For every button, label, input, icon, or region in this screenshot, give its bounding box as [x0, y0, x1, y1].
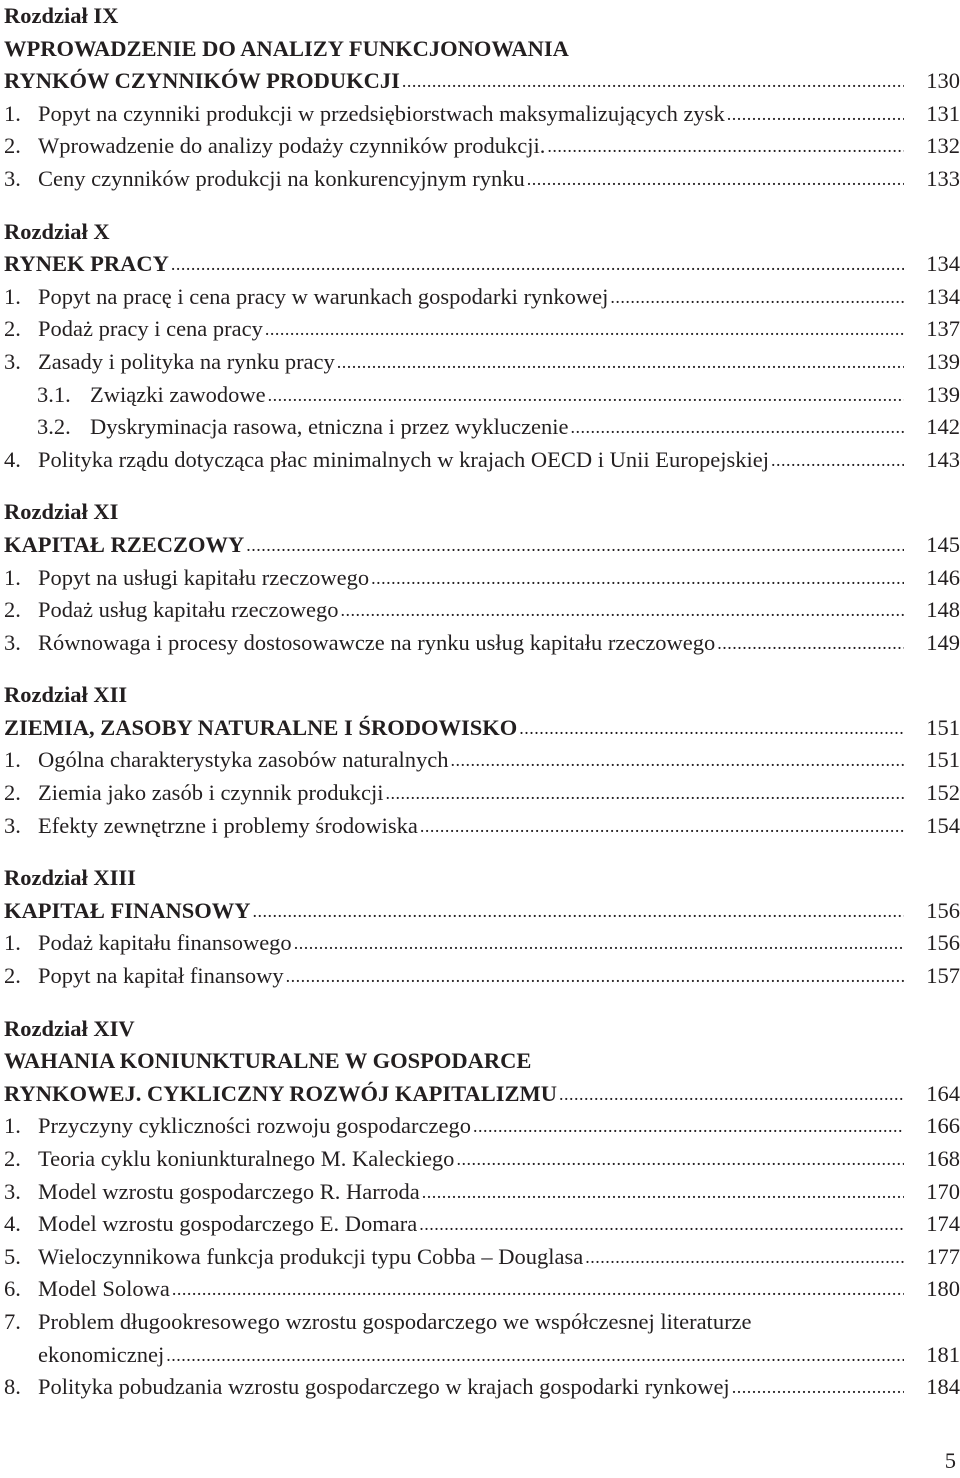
leader-dots: [369, 562, 904, 595]
entry-body: [38, 1371, 904, 1404]
toc-entry[interactable]: [4, 744, 960, 777]
entry-text: Równowaga i procesy dostosowawcze na rynku usług kapitału rzeczowego: [38, 629, 716, 655]
page-ref: 177: [926, 1243, 960, 1269]
chapter-label: [4, 0, 960, 33]
page-ref: 157: [926, 963, 960, 989]
entry-body: [38, 744, 904, 777]
page-ref: 151: [926, 714, 960, 740]
toc-entry[interactable]: [4, 927, 960, 960]
toc-entry[interactable]: [4, 98, 960, 131]
leader-dots: [545, 130, 904, 163]
entry-number: 5.: [4, 1243, 21, 1269]
entry-text: Dyskryminacja rasowa, etniczna i przez wykluczenie: [90, 414, 569, 440]
entry-number: 2.: [4, 316, 21, 342]
page-number: 5: [944, 1448, 956, 1473]
chapter-label: [4, 1013, 960, 1046]
entry-body: [38, 98, 904, 131]
page-ref: 132: [926, 133, 960, 159]
entry-number: 2.: [4, 597, 21, 623]
entry-body: [38, 1176, 904, 1209]
chapter-gap: [4, 659, 960, 679]
entry-text: Wieloczynnikowa funkcja produkcji typu Cobba – Douglasa: [38, 1243, 584, 1269]
leader-dots: [266, 379, 904, 412]
chapter-label-text: Rozdział XIII: [4, 865, 136, 891]
chapter-title-text: WAHANIA KONIUNKTURALNE W GOSPODARCE: [4, 1048, 532, 1074]
entry-body: [38, 1273, 904, 1306]
leader-dots: [292, 927, 904, 960]
toc-entry[interactable]: [4, 444, 960, 477]
entry-number: 3.: [4, 165, 21, 191]
chapter-label-text: Rozdział X: [4, 218, 110, 244]
entry-body: [38, 346, 904, 379]
chapter-label-text: Rozdział IX: [4, 3, 119, 28]
toc-entry[interactable]: [4, 1241, 960, 1274]
chapter-gap: [4, 476, 960, 496]
entry-number: 3.1.: [37, 381, 71, 407]
page-ref: 142: [926, 414, 960, 440]
chapter-gap: [4, 993, 960, 1013]
leader-dots: [164, 1339, 904, 1372]
entry-text: ekonomicznej: [38, 1341, 165, 1367]
chapter-label-text: Rozdział XII: [4, 682, 128, 708]
entry-text: Model Solowa: [38, 1276, 170, 1302]
chapter-title-line: [4, 33, 960, 66]
page-ref: 164: [926, 1080, 960, 1106]
chapter-title-entry: [4, 65, 904, 98]
chapter-title-entry: [4, 529, 904, 562]
entry-body: [38, 444, 904, 477]
chapter-title[interactable]: [4, 895, 960, 928]
page-ref: 137: [926, 316, 960, 342]
chapter-label-text: Rozdział XI: [4, 499, 119, 525]
entry-body: [38, 960, 904, 993]
chapter-label: [4, 216, 960, 249]
leader-dots: [400, 65, 904, 98]
chapter-label-text: Rozdział XIV: [4, 1015, 135, 1041]
entry-text: Podaż usług kapitału rzeczowego: [38, 597, 339, 623]
entry-body: [38, 627, 904, 660]
page-ref: 156: [926, 897, 960, 923]
table-of-contents: [4, 0, 960, 1404]
page-ref: 181: [926, 1341, 960, 1367]
toc-entry[interactable]: [4, 1339, 960, 1372]
toc-entry[interactable]: [4, 960, 960, 993]
leader-dots: [730, 1371, 904, 1404]
entry-number: 2.: [4, 1146, 21, 1171]
chapter-title-text: WPROWADZENIE DO ANALIZY FUNKCJONOWANIA: [4, 35, 569, 61]
toc-entry[interactable]: [4, 1110, 960, 1143]
page-ref: 184: [926, 1374, 960, 1400]
entry-text: Model wzrostu gospodarczego R. Harroda: [38, 1178, 420, 1204]
leader-dots: [250, 895, 904, 928]
page-ref: 145: [926, 531, 960, 557]
entry-body: [90, 379, 904, 412]
chapter-title-text: RYNKÓW CZYNNIKÓW PRODUKCJI: [4, 68, 400, 94]
leader-dots: [170, 1273, 904, 1306]
page-ref: 143: [926, 446, 960, 472]
entry-number: 1.: [4, 1113, 21, 1139]
entry-body: [38, 1208, 904, 1241]
chapter-label: [4, 862, 960, 895]
entry-number: 1.: [4, 747, 21, 773]
leader-dots: [715, 627, 904, 660]
toc-subentry[interactable]: [4, 411, 960, 444]
chapter-title[interactable]: [4, 248, 960, 281]
chapter-title[interactable]: [4, 529, 960, 562]
entry-number: 3.: [4, 629, 21, 655]
chapter-gap: [4, 196, 960, 216]
entry-number: 1.: [4, 930, 21, 956]
chapter-title-entry: [4, 248, 904, 281]
page-ref: 166: [926, 1113, 960, 1139]
leader-dots: [557, 1078, 904, 1111]
entry-body: [38, 1241, 904, 1274]
entry-body: [38, 594, 904, 627]
page-ref: 180: [926, 1276, 960, 1302]
page-ref: 146: [926, 564, 960, 590]
entry-number: 1.: [4, 283, 21, 309]
leader-dots: [454, 1143, 904, 1176]
leader-dots: [384, 777, 904, 810]
toc-entry[interactable]: [4, 810, 960, 843]
entry-number: 3.: [4, 812, 21, 838]
toc-entry[interactable]: [4, 281, 960, 314]
leader-dots: [244, 529, 904, 562]
entry-body: [38, 562, 904, 595]
chapter-title[interactable]: [4, 712, 960, 745]
toc-entry[interactable]: [4, 313, 960, 346]
entry-text: Efekty zewnętrzne i problemy środowiska: [38, 812, 418, 838]
chapter-title-text: KAPITAŁ FINANSOWY: [4, 897, 251, 923]
page-ref: 154: [926, 812, 960, 838]
entry-body: [38, 163, 904, 196]
chapter-title[interactable]: [4, 65, 960, 98]
entry-number: 3.2.: [37, 414, 71, 440]
entry-number: 2.: [4, 133, 21, 159]
entry-body: [38, 1339, 904, 1372]
entry-number: 3.: [4, 1178, 21, 1204]
entry-body: [38, 777, 904, 810]
chapter-title-text: KAPITAŁ RZECZOWY: [4, 531, 245, 557]
leader-dots: [448, 744, 904, 777]
toc-entry[interactable]: [4, 1176, 960, 1209]
leader-dots: [725, 98, 904, 131]
entry-number: 4.: [4, 446, 21, 472]
chapter-title-text: ZIEMIA, ZASOBY NATURALNE I ŚRODOWISKO: [4, 714, 518, 740]
entry-text: Podaż kapitału finansowego: [38, 930, 292, 956]
entry-text: Ogólna charakterystyka zasobów naturalnych: [38, 747, 449, 773]
entry-text: Popyt na pracę i cena pracy w warunkach gospodarki rynkowej: [38, 283, 609, 309]
page-ref: 133: [926, 165, 960, 191]
toc-subentry[interactable]: [4, 379, 960, 412]
leader-dots: [263, 313, 904, 346]
page-ref: 130: [926, 68, 960, 94]
entry-text: Teoria cyklu koniunkturalnego M. Kaleckiego: [38, 1146, 455, 1171]
entry-text: Problem długookresowego wzrostu gospodarczego we współczesnej literaturze: [38, 1308, 752, 1334]
page-ref: 151: [926, 747, 960, 773]
toc-entry[interactable]: [4, 1143, 960, 1176]
page-ref: 139: [926, 348, 960, 374]
leader-dots: [769, 444, 904, 477]
leader-dots: [339, 594, 904, 627]
page-ref: 148: [926, 597, 960, 623]
leader-dots: [525, 163, 904, 196]
leader-dots: [284, 960, 904, 993]
toc-entry[interactable]: [4, 163, 960, 196]
entry-number: 8.: [4, 1374, 21, 1400]
entry-text: Podaż pracy i cena pracy: [38, 316, 263, 342]
toc-entry[interactable]: [4, 594, 960, 627]
page-ref: 134: [926, 251, 960, 277]
leader-dots: [420, 1176, 904, 1209]
toc-entry[interactable]: [4, 1273, 960, 1306]
toc-entry[interactable]: [4, 346, 960, 379]
toc-entry[interactable]: [4, 1208, 960, 1241]
entry-number: 1.: [4, 100, 21, 126]
entry-body: [38, 810, 904, 843]
entry-number: 1.: [4, 564, 21, 590]
page-ref: 170: [926, 1178, 960, 1204]
entry-body: [90, 411, 904, 444]
page-ref: 131: [926, 100, 960, 126]
toc-entry[interactable]: [4, 1371, 960, 1404]
toc-entry[interactable]: [4, 777, 960, 810]
entry-number: 4.: [4, 1211, 21, 1237]
entry-number: 3.: [4, 348, 21, 374]
chapter-title-text: RYNEK PRACY: [4, 251, 169, 277]
toc-entry-line: [4, 1306, 960, 1339]
entry-number: 7.: [4, 1308, 21, 1334]
entry-body: [38, 130, 904, 163]
leader-dots: [517, 712, 904, 745]
entry-text: Polityka pobudzania wzrostu gospodarczego w krajach gospodarki rynkowej: [38, 1374, 730, 1400]
chapter-label: [4, 496, 960, 529]
leader-dots: [335, 346, 904, 379]
entry-text: Związki zawodowe: [90, 381, 266, 407]
page-ref: 168: [926, 1146, 960, 1171]
entry-text: Przyczyny cykliczności rozwoju gospodarczego: [38, 1113, 471, 1139]
entry-text: Popyt na usługi kapitału rzeczowego: [38, 564, 370, 590]
page-ref: 149: [926, 629, 960, 655]
leader-dots: [471, 1110, 904, 1143]
chapter-gap: [4, 842, 960, 862]
leader-dots: [169, 248, 904, 281]
leader-dots: [583, 1241, 904, 1274]
chapter-title-entry: [4, 895, 904, 928]
entry-number: 2.: [4, 780, 21, 806]
entry-text: Popyt na czynniki produkcji w przedsiębiorstwach maksymalizujących zysk: [38, 100, 725, 126]
toc-entry[interactable]: [4, 562, 960, 595]
toc-entry[interactable]: [4, 627, 960, 660]
entry-number: 6.: [4, 1276, 21, 1302]
page-ref: 134: [926, 283, 960, 309]
entry-body: [38, 1110, 904, 1143]
entry-number: 2.: [4, 963, 21, 989]
chapter-title[interactable]: [4, 1078, 960, 1111]
chapter-title-entry: [4, 712, 904, 745]
leader-dots: [608, 281, 904, 314]
entry-body: [38, 313, 904, 346]
page-ref: 174: [926, 1211, 960, 1237]
page-ref: 139: [926, 381, 960, 407]
leader-dots: [418, 810, 904, 843]
chapter-label: [4, 679, 960, 712]
chapter-title-line: [4, 1045, 960, 1078]
leader-dots: [569, 411, 904, 444]
page-ref: 156: [926, 930, 960, 956]
entry-text: Ziemia jako zasób i czynnik produkcji: [38, 780, 384, 806]
entry-body: [38, 927, 904, 960]
entry-text: Model wzrostu gospodarczego E. Domara: [38, 1211, 418, 1237]
entry-text: Ceny czynników produkcji na konkurencyjnym rynku: [38, 165, 525, 191]
chapter-title-entry: [4, 1078, 904, 1111]
entry-text: Zasady i polityka na rynku pracy: [38, 348, 335, 374]
page-ref: 152: [926, 780, 960, 806]
entry-text: Popyt na kapitał finansowy: [38, 963, 284, 989]
leader-dots: [417, 1208, 904, 1241]
entry-body: [38, 281, 904, 314]
toc-entry[interactable]: [4, 130, 960, 163]
entry-text: Polityka rządu dotycząca płac minimalnych w krajach OECD i Unii Europejskiej: [38, 446, 770, 472]
chapter-title-text: RYNKOWEJ. CYKLICZNY ROZWÓJ KAPITALIZMU: [4, 1080, 557, 1106]
entry-text: Wprowadzenie do analizy podaży czynników produkcji.: [38, 133, 546, 159]
entry-body: [38, 1143, 904, 1176]
